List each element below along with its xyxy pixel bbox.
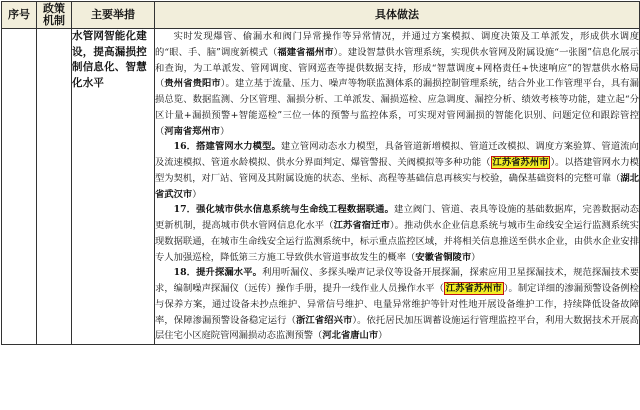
paragraph-17: 17．强化城市供水信息系统与生命线工程数据联通。建立阀门、管道、表具等设施的基础数据库，完善数据动态更新机制，提高城市供水管网信息化水平（江苏省宿迁市）。推动供水企业信息系统与城市生命线安全运行监测系统实现数据联通，在城市生命线安全运行监测系统中，标示重点监控区域，并将相关信息推送至供水企业，由供水企业安排专人加强巡检，降低第三方施工导致供水管道事故发生的概率（安徽省铜陵市） bbox=[155, 204, 639, 263]
row-policy-cell bbox=[37, 29, 72, 345]
header-row bbox=[2, 2, 640, 29]
col-header-policy: 政策 机制 bbox=[37, 2, 72, 29]
region-zhengzhou: 河南省郑州市 bbox=[164, 125, 221, 137]
region-fuzhou: 福建省福州市 bbox=[277, 46, 334, 58]
region-suzhou-highlight: 江苏省苏州市 bbox=[492, 157, 549, 168]
paragraph-16: 16．搭建管网水力模型。建立管网动态水力模型，具备管道新增模拟、管道迁改模拟、调度方案验算、管道流向及流速模拟、管道水龄模拟、供水分界面判定、爆管警报、关阀模拟等多种功能（ 江苏省苏州市 ）。以搭建管网水力模型为契机，对厂站、管网及其附属设施的状态、坐标、高程等基础信息再核实与校验，确保基础资料的完整可靠（湖北省武汉市） bbox=[155, 141, 639, 200]
region-tongling: 安徽省铜陵市 bbox=[415, 251, 472, 263]
row-number-cell bbox=[2, 29, 37, 345]
region-suqian: 江苏省宿迁市 bbox=[333, 220, 390, 231]
region-shaoxing: 浙江省绍兴市 bbox=[295, 314, 353, 326]
row-measure-cell: 水管网智能化建设，提高漏损控制信息化、智慧化水平 bbox=[72, 29, 155, 345]
region-wuhan: 湖北省武汉市 bbox=[155, 172, 639, 200]
col-header-measures: 主要举措 bbox=[72, 2, 155, 29]
col-header-number: 序号 bbox=[2, 2, 37, 29]
row-practice-cell bbox=[155, 29, 640, 345]
region-suzhou-highlight-2: 江苏省苏州市 bbox=[445, 283, 502, 294]
col-header-practice: 具体做法 bbox=[155, 2, 640, 29]
measures-table bbox=[1, 1, 640, 345]
item-16-title: 16．搭建管网水力模型。 bbox=[173, 141, 281, 153]
region-tangshan: 河北省唐山市 bbox=[322, 330, 379, 342]
table-row bbox=[2, 29, 640, 345]
region-guiyang: 贵州省贵阳市 bbox=[164, 78, 221, 90]
item-17-title: 17．强化城市供水信息系统与生命线工程数据联通。 bbox=[173, 204, 395, 216]
paragraph-18: 18．提升探漏水平。利用听漏仪、多探头噪声记录仪等设备开展探漏，探索应用卫星探漏技术，规范探漏技术要求，编制噪声探漏仪（远传）操作手册，提升一线作业人员操作水平（ 江苏省苏州市 ）。制定详细的渗漏预警设备例检与保养方案，通过设备未抄点维护、异常信号维护、电量异常维护等针对性地开展设备维护工作，持续降低设备故障率，保障渗漏预警设备稳定运行（浙江省绍兴市）。依托居民加压调蓄设施运行管理监控平台，利用大数据技术开展高层住宅小区庭院管网漏损动态监测预警（河北省唐山市） bbox=[155, 267, 639, 342]
paragraph-1: 实时发现爆管、偷漏水和阀门异常操作等异常情况，并通过方案模拟、调度决策及工单派发，形成供水调度的“眼、手、脑”调度新模式（福建省福州市）。建设智慧供水管理系统，实现供水管网及附属设施“一张图”信息化展示和查询，为工单派发、管网调度、管网巡查等提供数据支持，形成“智慧调度+网格责任+快速响应”的智慧供水格局（贵州省贵阳市）。建立基于流量、压力、噪声等物联监测体系的漏损控制管理系统，结合外业工作管理平台，具有漏损总览、数据监测、分区管理、漏损分析、工单派发、漏损巡检、应急调度、漏控分析、绩效考核等功能，建立起“分区计量+漏损预警+智能巡检”三位一体的预警与监控体系，可实现对管网漏损的智能化识别、问题定位和跟踪管控（河南省郑州市） bbox=[155, 31, 639, 137]
item-18-title: 18．提升探漏水平。 bbox=[173, 267, 263, 279]
